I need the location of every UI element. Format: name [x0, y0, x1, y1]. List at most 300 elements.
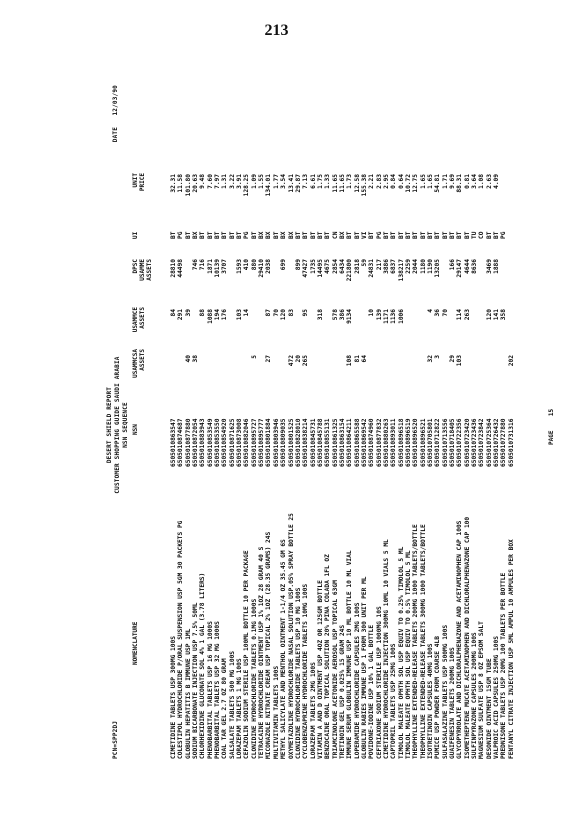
item-usammce-assets: 88 — [199, 309, 207, 317]
item-name: SULFINPYRAZONE CAPSULES 200MG 100S — [471, 632, 479, 759]
item-name: MAGNESIUM SULFATE USP 8 OZ EPSOM SALT — [478, 621, 486, 759]
item-unit: BT — [368, 231, 376, 239]
item-unit-price: 1.65 — [419, 174, 427, 189]
item-nsn: 6505010723842 — [478, 418, 486, 467]
table-row — [324, 79, 331, 759]
item-dpsc-assets: 13205 — [434, 259, 442, 278]
col-header-nsn: NSN — [132, 424, 139, 435]
table-row — [493, 79, 500, 759]
item-unit: BT — [184, 231, 192, 239]
table-row — [339, 79, 346, 759]
item-unit-price: 3.91 — [236, 174, 244, 189]
item-unit-price: 2.21 — [368, 174, 376, 189]
item-unit: BT — [493, 231, 501, 239]
item-unit-price: 0.81 — [463, 174, 471, 189]
item-unit-price: 2.63 — [485, 174, 493, 189]
item-dpsc-assets: 1180 — [419, 259, 427, 274]
item-dpsc-assets: 1735 — [309, 259, 317, 274]
item-usammce-assets: 70 — [441, 309, 449, 317]
item-name: OXYMETAZOLINE HYDROCHLORIDE NASAL SOLUTION USP.05% SPRAY BOTTLE 25 — [287, 513, 295, 759]
item-unit-price: 1.73 — [346, 174, 354, 189]
item-nsn: 6505010896519 — [405, 418, 412, 467]
item-usammcsa-assets: 38 — [192, 355, 200, 363]
table-row — [442, 79, 449, 759]
item-usammce-assets: 103 — [236, 309, 244, 321]
item-unit: BT — [324, 231, 332, 239]
report-id: PCN=SPP2DJ — [112, 720, 119, 759]
col-header-ui: UI — [132, 231, 139, 239]
item-unit-price: 6.61 — [309, 174, 317, 189]
item-nsn: 6505010853550 — [214, 418, 222, 467]
item-unit-price: 11.65 — [338, 174, 346, 193]
item-nsn: 6505010718405 — [449, 418, 457, 467]
item-dpsc-assets: 6837 — [390, 259, 398, 274]
item-dpsc-assets: 217 — [375, 259, 383, 271]
item-unit-price: 7.13 — [302, 174, 310, 189]
item-dpsc-assets: 2854 — [331, 259, 339, 274]
table-row — [317, 79, 324, 759]
item-nsn: 6505010877880 — [184, 418, 192, 467]
item-nsn: 6505010722356 — [456, 418, 464, 467]
item-unit: BX — [265, 231, 273, 239]
item-nsn: 6505010882046 — [243, 418, 251, 467]
item-usammce-assets: 386 — [338, 309, 346, 321]
item-nsn: 6505010713556 — [441, 418, 449, 467]
item-usammce-assets: 87 — [265, 309, 273, 317]
item-name: LOPERAMIDE HYDROCHLORIDE CAPSULES 2MG 100S — [353, 602, 361, 759]
table-row — [258, 79, 265, 759]
item-nsn: 6505010854920 — [221, 418, 229, 467]
item-dpsc-assets: 221800 — [346, 259, 354, 282]
col-header-price: UNIT PRICE — [132, 173, 146, 192]
table-row — [229, 79, 236, 759]
item-unit: CO — [478, 231, 486, 239]
item-unit: BT — [206, 231, 214, 239]
item-unit: PG — [500, 231, 508, 239]
item-dpsc-assets: 29147 — [456, 259, 464, 278]
item-dpsc-assets: 716 — [199, 259, 207, 271]
item-dpsc-assets: 2038 — [265, 259, 273, 274]
item-unit-price: 54.81 — [434, 174, 442, 193]
item-name: PHENOBARBITAL TABLETS USP 16 MG 1000S — [206, 621, 214, 759]
date-value: 12/03/90 — [112, 85, 119, 116]
item-dpsc-assets: 899 — [294, 259, 302, 271]
table-row — [170, 79, 177, 759]
item-nsn: 6505010865588 — [353, 418, 361, 467]
item-dpsc-assets: 3886 — [382, 259, 390, 274]
item-name: CIMETIDINE HYDROCHLORIDE INJECTION 300MG 10ML 10 VIALS 5 ML — [382, 539, 390, 759]
item-name: CYCLOBENZAPRINE HYDROCHLORIDE TABLETS 10MG 100S — [302, 583, 310, 759]
item-nsn: 6505010801884 — [265, 418, 273, 467]
item-nsn: 6505010895777 — [258, 418, 266, 467]
item-name: LORAZEPAM TABLETS 2MG 100S — [309, 662, 317, 759]
item-unit-price: 3.22 — [228, 174, 236, 189]
item-unit-price: 11.65 — [331, 174, 339, 193]
item-unit: CN — [331, 231, 339, 239]
item-unit-price: 9.48 — [199, 174, 207, 189]
report-sequence: NSN SEQUENCE — [122, 402, 129, 448]
item-usammce-assets: 141 — [493, 309, 501, 321]
item-dpsc-assets: 44498 — [177, 259, 185, 278]
table-row — [236, 79, 243, 759]
table-row — [427, 79, 434, 759]
item-dpsc-assets: 59 — [360, 259, 368, 267]
item-usammcsa-assets: 81 — [353, 355, 361, 363]
item-unit-price: 13.41 — [287, 174, 295, 193]
item-usammcsa-assets: 40 — [184, 355, 192, 363]
item-unit-price: 0.64 — [397, 174, 405, 189]
item-name: SODIUM BICARBONATE INJECTION USP 7.5% 50ML — [192, 602, 200, 759]
item-name: TRIAMCINOLONE ACETONIDE AEROSOL USP TOPICAL 63GM — [331, 580, 339, 759]
table-row — [361, 79, 368, 759]
item-unit: BT — [449, 231, 457, 239]
table-row — [214, 79, 221, 759]
table-row — [221, 79, 228, 759]
item-nsn: 6505010801525 — [287, 418, 295, 467]
item-unit-price: 1.09 — [250, 174, 258, 189]
item-unit-price: 101.80 — [184, 174, 192, 197]
item-usammce-assets: 14 — [243, 309, 251, 317]
table-row — [310, 79, 317, 759]
table-row — [207, 79, 214, 759]
item-unit-price: 7.97 — [214, 174, 222, 189]
item-unit: BX — [258, 231, 266, 239]
item-nsn: 6505010861325 — [331, 418, 339, 467]
item-unit-price: 1.71 — [441, 174, 449, 189]
table-row — [302, 79, 309, 759]
item-usammce-assets: 84 — [170, 309, 177, 317]
item-unit-price: 0.84 — [390, 174, 398, 189]
item-name: CHLORHEXIDINE GLUCONATE SOL 4% 1 GAL (3.78 LITERS) — [199, 572, 207, 759]
item-name: GLYCOPYRROLATE AND DICHLORALPHENAZONE AND ACETAMINOPHEN CAP 100S — [456, 520, 464, 759]
item-unit: BX — [192, 231, 200, 239]
item-usammce-assets: 263 — [463, 309, 471, 321]
item-usammcsa-assets: 5 — [250, 355, 258, 359]
item-unit-price: 9.69 — [449, 174, 457, 189]
item-dpsc-assets: 746 — [192, 259, 200, 271]
item-unit: BT — [456, 231, 464, 239]
item-nsn: 6505010883943 — [199, 418, 207, 467]
item-usammcsa-assets: 3 — [434, 355, 442, 359]
col-header-a3: DPSC USAMME ASSETS — [132, 259, 153, 281]
table-row — [449, 79, 456, 759]
item-unit: BT — [302, 231, 310, 239]
item-name: CIMETIDINE TABLETS USP 300MG 100S — [170, 636, 177, 759]
item-name: MULTIVITAMIN TABLETS 100S — [272, 665, 280, 759]
item-nsn: 6505010705801 — [427, 418, 435, 467]
item-usammce-assets: 95 — [302, 309, 310, 317]
item-nsn: 6505010863547 — [170, 418, 177, 467]
item-usammce-assets: 291 — [177, 309, 185, 321]
item-unit: PG — [375, 231, 383, 239]
table-row — [273, 79, 280, 759]
item-usammce-assets: 194 — [214, 309, 222, 321]
item-nsn: 6505010731316 — [507, 418, 515, 467]
item-name: TIMOLOL MALEATE OPHTH SOL USP EQUIV TO 0.25% TIMOLOL 5 ML — [397, 546, 405, 759]
item-unit-price: 2.95 — [382, 174, 390, 189]
item-unit: BX — [338, 231, 346, 239]
item-dpsc-assets: 8636 — [471, 259, 479, 274]
item-unit: BT — [397, 231, 405, 239]
item-name: VALPROIC ACID CAPSULES 250MG 100S — [493, 636, 501, 759]
item-name: CAPTOPRIL TABLETS USP 25MG 100S — [390, 643, 398, 759]
item-unit: TU — [471, 231, 479, 239]
item-usammce-assets: 36 — [434, 309, 442, 317]
item-name: CLONIDINE HYDROCHLORIDE TABLETS USP 10 MG 100S — [294, 587, 302, 759]
item-unit-price: 128.25 — [243, 174, 251, 197]
item-name: GLOBULIN RABIES IMMUNE USP 1 FORM 300 UNIT PER ML — [360, 576, 368, 759]
item-name: GLOBULIN HEPATITIS B IMMUNE USP 1ML — [184, 628, 192, 759]
table-row — [251, 79, 258, 759]
col-header-a1: USAMMCSA ASSETS — [132, 349, 146, 378]
item-unit-price: 1.33 — [324, 174, 332, 189]
item-usammcsa-assets: 103 — [456, 355, 464, 367]
table-row — [177, 79, 184, 759]
item-usammcsa-assets: 108 — [346, 355, 354, 367]
item-dpsc-assets: 4675 — [324, 259, 332, 274]
item-name: VITAMIN A AND D OINTMENT USP 4OZ OR 125GM BOTTLE — [316, 580, 324, 759]
item-usammcsa-assets: 32 — [427, 355, 435, 363]
item-usammce-assets: 1171 — [382, 309, 390, 324]
item-dpsc-assets: 166 — [449, 259, 457, 271]
item-unit: BT — [405, 231, 412, 239]
footer-page — [548, 409, 555, 445]
item-nsn: 6505010896521 — [419, 418, 427, 467]
item-name: TIMOLOL MALEATE OPHTH SOL USP EQUIV TO 0.5% TIMOLOL 5 ML — [405, 550, 412, 759]
item-unit: BT — [170, 231, 177, 239]
item-name: GUAIFENESIN TABLETS 200MG 100S — [449, 647, 457, 759]
report-title-block — [106, 295, 130, 555]
item-unit: BX — [280, 231, 288, 239]
item-name: CEFAZOLIN SODIUM STERILE USP 100ML BOTTLE 10 PER PACKAGE — [243, 550, 251, 759]
item-unit-price: 1.55 — [258, 174, 266, 189]
table-row — [486, 79, 493, 759]
item-name: IMMUNE SERUM GLOBULIN IMMUNE USP 10 ML BOTTLE 10 ML VIAL — [346, 550, 354, 759]
table-row — [390, 79, 397, 759]
item-dpsc-assets: 1190 — [427, 259, 435, 274]
table-row — [500, 79, 507, 759]
item-usammce-assets: 114 — [456, 309, 464, 321]
item-unit-price: 3.54 — [280, 174, 288, 189]
item-dpsc-assets: 2044 — [412, 259, 420, 274]
table-row — [192, 79, 199, 759]
item-unit-price: 32.31 — [170, 174, 177, 193]
table-row — [398, 79, 405, 759]
item-name: COLESTIPOL HYDROCHLORIDE P/ORAL SUSPENSION USP 5GM 30 PACKETS PG — [177, 520, 185, 759]
item-name: LORAZEPAM TABLETS 1 MG 100S — [236, 658, 244, 759]
table-row — [368, 79, 375, 759]
item-name: ISOTRETINOIN CAPSULES 40MG 100S — [427, 643, 435, 759]
item-unit: BX — [287, 231, 295, 239]
item-nsn: 6505010712822 — [434, 418, 442, 467]
item-unit: BT — [419, 231, 427, 239]
item-nsn: 6505010873008 — [236, 418, 244, 467]
item-dpsc-assets: 2259 — [405, 259, 412, 274]
item-unit: BT — [346, 231, 354, 239]
item-usammce-assets: 1006 — [397, 309, 405, 324]
item-dpsc-assets: 3469 — [485, 259, 493, 274]
item-nsn: 6505010726432 — [493, 418, 501, 467]
item-usammce-assets: 139 — [375, 309, 383, 321]
item-unit-price: 2.83 — [375, 174, 383, 189]
table-row — [295, 79, 302, 759]
item-unit-price: 1.31 — [221, 174, 229, 189]
item-nsn: 6505010871625 — [228, 418, 236, 467]
item-name: THEOPHYLLINE EXTENDED-RELEASE TABLETS 300MG 1000 TABLETS/BOTTLE — [419, 524, 427, 759]
table-row — [265, 79, 272, 759]
item-usammcsa-assets: 20 — [294, 355, 302, 363]
item-nsn: 6505010725364 — [485, 418, 493, 467]
item-usammcsa-assets: 472 — [287, 355, 295, 367]
item-unit: BT — [221, 231, 229, 239]
item-unit-price: 88.31 — [456, 174, 464, 193]
item-usammce-assets: 4 — [427, 309, 435, 313]
item-nsn: 6505010874960 — [368, 418, 376, 467]
item-nsn: 6505010864211 — [346, 418, 354, 467]
table-row — [354, 79, 361, 759]
table-row — [434, 79, 441, 759]
item-nsn: 6505010893011 — [390, 418, 398, 467]
item-name: SULFASALAZINE TABLETS USP 500MG 100S — [441, 624, 449, 759]
item-dpsc-assets: 2818 — [353, 259, 361, 274]
item-usammcsa-assets: 29 — [449, 355, 457, 363]
item-usammce-assets: 70 — [272, 309, 280, 317]
item-unit: BT — [272, 231, 280, 239]
report-subtitle: CUSTOMER SHOPPING GUIDE SAUDI ARABIA — [114, 356, 121, 494]
item-dpsc-assets: 6434 — [338, 259, 346, 274]
table-row — [346, 79, 353, 759]
date-label: DATE — [112, 126, 119, 143]
item-nsn: 6505010877832 — [375, 418, 383, 467]
item-unit-price: 3.64 — [471, 174, 479, 189]
table-row — [185, 79, 192, 759]
report-date — [112, 85, 119, 142]
item-nsn: 6505010809035 — [280, 418, 288, 467]
item-unit: BT — [485, 231, 493, 239]
item-name: TRETINOIN GEL USP 0.025% 15 GRAM 24S — [338, 624, 346, 759]
item-dpsc-assets: 4644 — [463, 259, 471, 274]
table-row — [332, 79, 339, 759]
item-unit: BT — [309, 231, 317, 239]
item-name: THEOPHYLLINE EXTENDED-RELEASE TABLETS 200MG 1000 TABLETS/BOTTLE — [412, 524, 420, 759]
item-unit-price: 12.75 — [412, 174, 420, 193]
item-nsn: 6505010828010 — [294, 418, 302, 467]
item-unit-price: 1.08 — [478, 174, 486, 189]
item-unit: BT — [294, 231, 302, 239]
item-unit-price: 1.77 — [272, 174, 280, 189]
item-usammce-assets: 9134 — [346, 309, 354, 324]
item-unit: BT — [441, 231, 449, 239]
item-unit: BT — [228, 231, 236, 239]
table-row — [412, 79, 419, 759]
item-unit: BT — [412, 231, 420, 239]
page-number: 213 — [264, 22, 289, 39]
table-row — [383, 79, 390, 759]
item-nsn: 6505010880263 — [382, 418, 390, 467]
item-dpsc-assets: 29410 — [258, 259, 266, 278]
item-usammce-assets: 10 — [368, 309, 376, 317]
item-nsn: 6505010803946 — [272, 418, 280, 467]
item-dpsc-assets: 880 — [250, 259, 258, 271]
item-unit: BT — [199, 231, 207, 239]
item-dpsc-assets: 699 — [280, 259, 288, 271]
footer-page-label: PAGE — [548, 430, 555, 445]
item-dpsc-assets: 14495 — [316, 259, 324, 278]
item-unit-price: 4.09 — [493, 174, 501, 189]
item-unit: BT — [353, 231, 361, 239]
item-usammcsa-assets: 202 — [507, 355, 515, 367]
item-dpsc-assets: 410 — [243, 259, 251, 271]
item-table — [170, 79, 515, 759]
item-unit: BT — [236, 231, 244, 239]
table-row — [478, 79, 485, 759]
item-nsn: 6505010863154 — [338, 418, 346, 467]
item-name: TETRACAINE HYDROCHLORIDE OINTMENT USP 1% 1OZ 28 GRAM 40 S — [258, 546, 266, 759]
item-nsn: 6505010855131 — [324, 418, 332, 467]
item-usammce-assets: 318 — [316, 309, 324, 321]
table-row — [464, 79, 471, 759]
item-usammcsa-assets: 27 — [265, 355, 273, 363]
table-row — [508, 79, 515, 759]
item-name: FENTANYL CITRATE INJECTION USP 5ML AMPUL 10 AMPULES PER BOX — [507, 539, 515, 759]
table-row — [456, 79, 463, 759]
item-nsn: 6505010727880 — [500, 418, 508, 467]
item-nsn: 6505010723420 — [463, 418, 471, 467]
item-unit-price: 10.72 — [405, 174, 412, 193]
item-dpsc-assets: 28810 — [170, 259, 177, 278]
item-dpsc-assets: 1871 — [206, 259, 214, 274]
table-row — [376, 79, 383, 759]
item-dpsc-assets: 47427 — [302, 259, 310, 278]
item-usammcsa-assets: 64 — [360, 355, 368, 363]
item-name: COAL TAR GEL 2.7 OZ 80 GRAM — [221, 658, 229, 759]
table-row — [471, 79, 478, 759]
item-unit-price: 1.75 — [316, 174, 324, 189]
item-nsn: 6505010838214 — [302, 418, 310, 467]
item-name: DESONIDE OINTMENT 15GM TUBE — [485, 658, 493, 759]
item-dpsc-assets: 10139 — [214, 259, 222, 278]
item-dpsc-assets: 138217 — [397, 259, 405, 282]
col-header-nomenclature: NOMENCLATURE — [132, 621, 139, 665]
item-nsn: 6505010874687 — [177, 418, 185, 467]
item-name: PUMICE USP POWDER FORM COARSE 4LB — [434, 636, 442, 759]
item-dpsc-assets: 1888 — [493, 259, 501, 274]
item-usammce-assets: 39 — [184, 309, 192, 317]
item-nsn: 6505010845788 — [316, 418, 324, 467]
item-name: CEFTRIAXONE SODIUM STERILE USP 1000MG 10S — [375, 606, 383, 759]
item-usammce-assets: 1088 — [206, 309, 214, 324]
item-dpsc-assets: 24831 — [368, 259, 376, 278]
item-unit: BT — [390, 231, 398, 239]
item-unit: BT — [316, 231, 324, 239]
item-nsn: 6505010845731 — [309, 418, 317, 467]
item-nsn: 6505010896518 — [397, 418, 405, 467]
item-name: POVIDONE-IODINE USP 10% 1 GAL BOTTLE — [368, 624, 376, 759]
item-unit-price: 12.58 — [353, 174, 361, 193]
item-name: SALSALATE TABLETS 500 MG 100S — [228, 650, 236, 759]
footer-page-value: 15 — [548, 408, 555, 417]
item-usammce-assets: 176 — [221, 309, 229, 321]
item-unit-price: 20.63 — [192, 174, 200, 193]
item-unit: BT — [250, 231, 258, 239]
item-nsn: 6505010853549 — [206, 418, 214, 467]
item-name: MICONAZOLE NITRATE CREAM USP TOPICAL 2% 1OZ (28.35 GRAMS) 24S — [265, 531, 273, 759]
item-unit-price: 134.01 — [265, 174, 273, 197]
item-unit-price: 29.87 — [294, 174, 302, 193]
item-unit: PG — [243, 231, 251, 239]
item-name: PHENOBARBITAL TABLETS USP 32 MG 1000S — [214, 621, 222, 759]
item-usammce-assets: 83 — [287, 309, 295, 317]
